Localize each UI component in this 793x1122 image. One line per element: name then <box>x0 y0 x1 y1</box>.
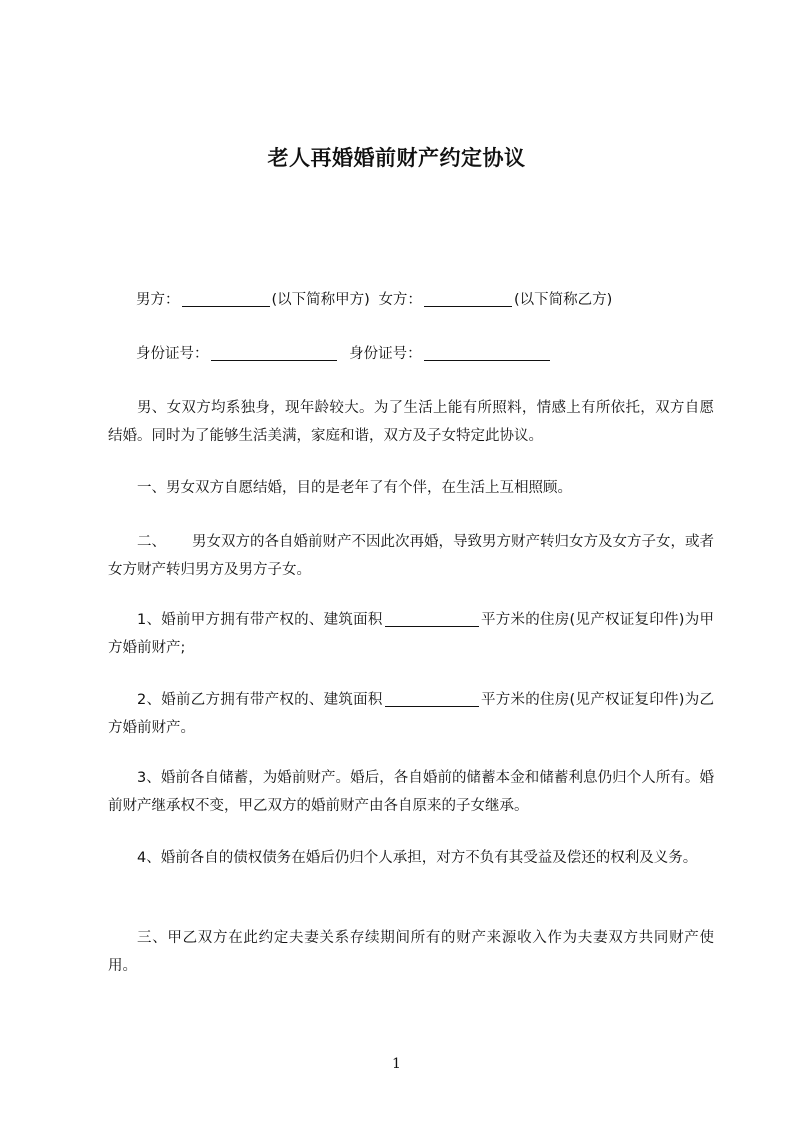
clause-3: 三、甲乙双方在此约定夫妻关系存续期间所有的财产来源收入作为夫妻双方共同财产使用。 <box>108 930 714 974</box>
male-id-blank[interactable] <box>211 344 337 361</box>
document-title: 老人再婚婚前财产约定协议 <box>267 146 526 170</box>
male-note: (以下简称甲方) <box>271 292 370 308</box>
clause-2-2-post: 平方米的住房(见产权证复印件)为乙方婚前财产。 <box>108 692 714 736</box>
parties-line <box>136 286 742 314</box>
clause-2-1 <box>108 606 714 662</box>
area-blank-1[interactable] <box>385 610 479 627</box>
page-number: 1 <box>392 1056 401 1072</box>
clause-2-3: 3、婚前各自储蓄，为婚前财产。婚后，各自婚前的储蓄本金和储蓄利息仍归个人所有。婚前财产继承权不变，甲乙双方的婚前财产由各自原来的子女继承。 <box>108 770 714 814</box>
id-line <box>136 340 742 368</box>
female-note: (以下简称乙方) <box>513 292 613 308</box>
clause-1: 一、男女双方自愿结婚，目的是老年了有个伴，在生活上互相照顾。 <box>137 480 572 496</box>
female-label: 女方： <box>378 292 422 308</box>
clause-2-1-post: 平方米的住房(见产权证复印件)为甲方婚前财产; <box>108 612 714 656</box>
male-label: 男方： <box>136 292 180 308</box>
clause-2-number: 二、 <box>137 534 166 550</box>
clause-2-2-pre: 2、婚前乙方拥有带产权的、建筑面积 <box>137 692 383 708</box>
clause-2-1-pre: 1、婚前甲方拥有带产权的、建筑面积 <box>137 612 383 628</box>
intro-paragraph: 男、女双方均系独身，现年龄较大。为了生活上能有所照料，情感上有所依托，双方自愿结婚。同时为了能够生活美满，家庭和谐，双方及子女特定此协议。 <box>108 400 714 444</box>
clause-2-4: 4、婚前各自的债权债务在婚后仍归个人承担，对方不负有其受益及偿还的权利及义务。 <box>137 850 698 866</box>
male-name-blank[interactable] <box>182 290 270 307</box>
clause-2-text: 男女双方的各自婚前财产不因此次再婚，导致男方财产转归女方及女方子女，或者女方财产转归男方及男方子女。 <box>108 534 714 578</box>
clause-2 <box>108 528 714 584</box>
male-id-label: 身份证号： <box>136 346 209 362</box>
female-id-blank[interactable] <box>424 344 550 361</box>
clause-2-2 <box>108 686 714 742</box>
female-name-blank[interactable] <box>424 290 512 307</box>
female-id-label: 身份证号： <box>349 346 422 362</box>
area-blank-2[interactable] <box>385 690 479 707</box>
